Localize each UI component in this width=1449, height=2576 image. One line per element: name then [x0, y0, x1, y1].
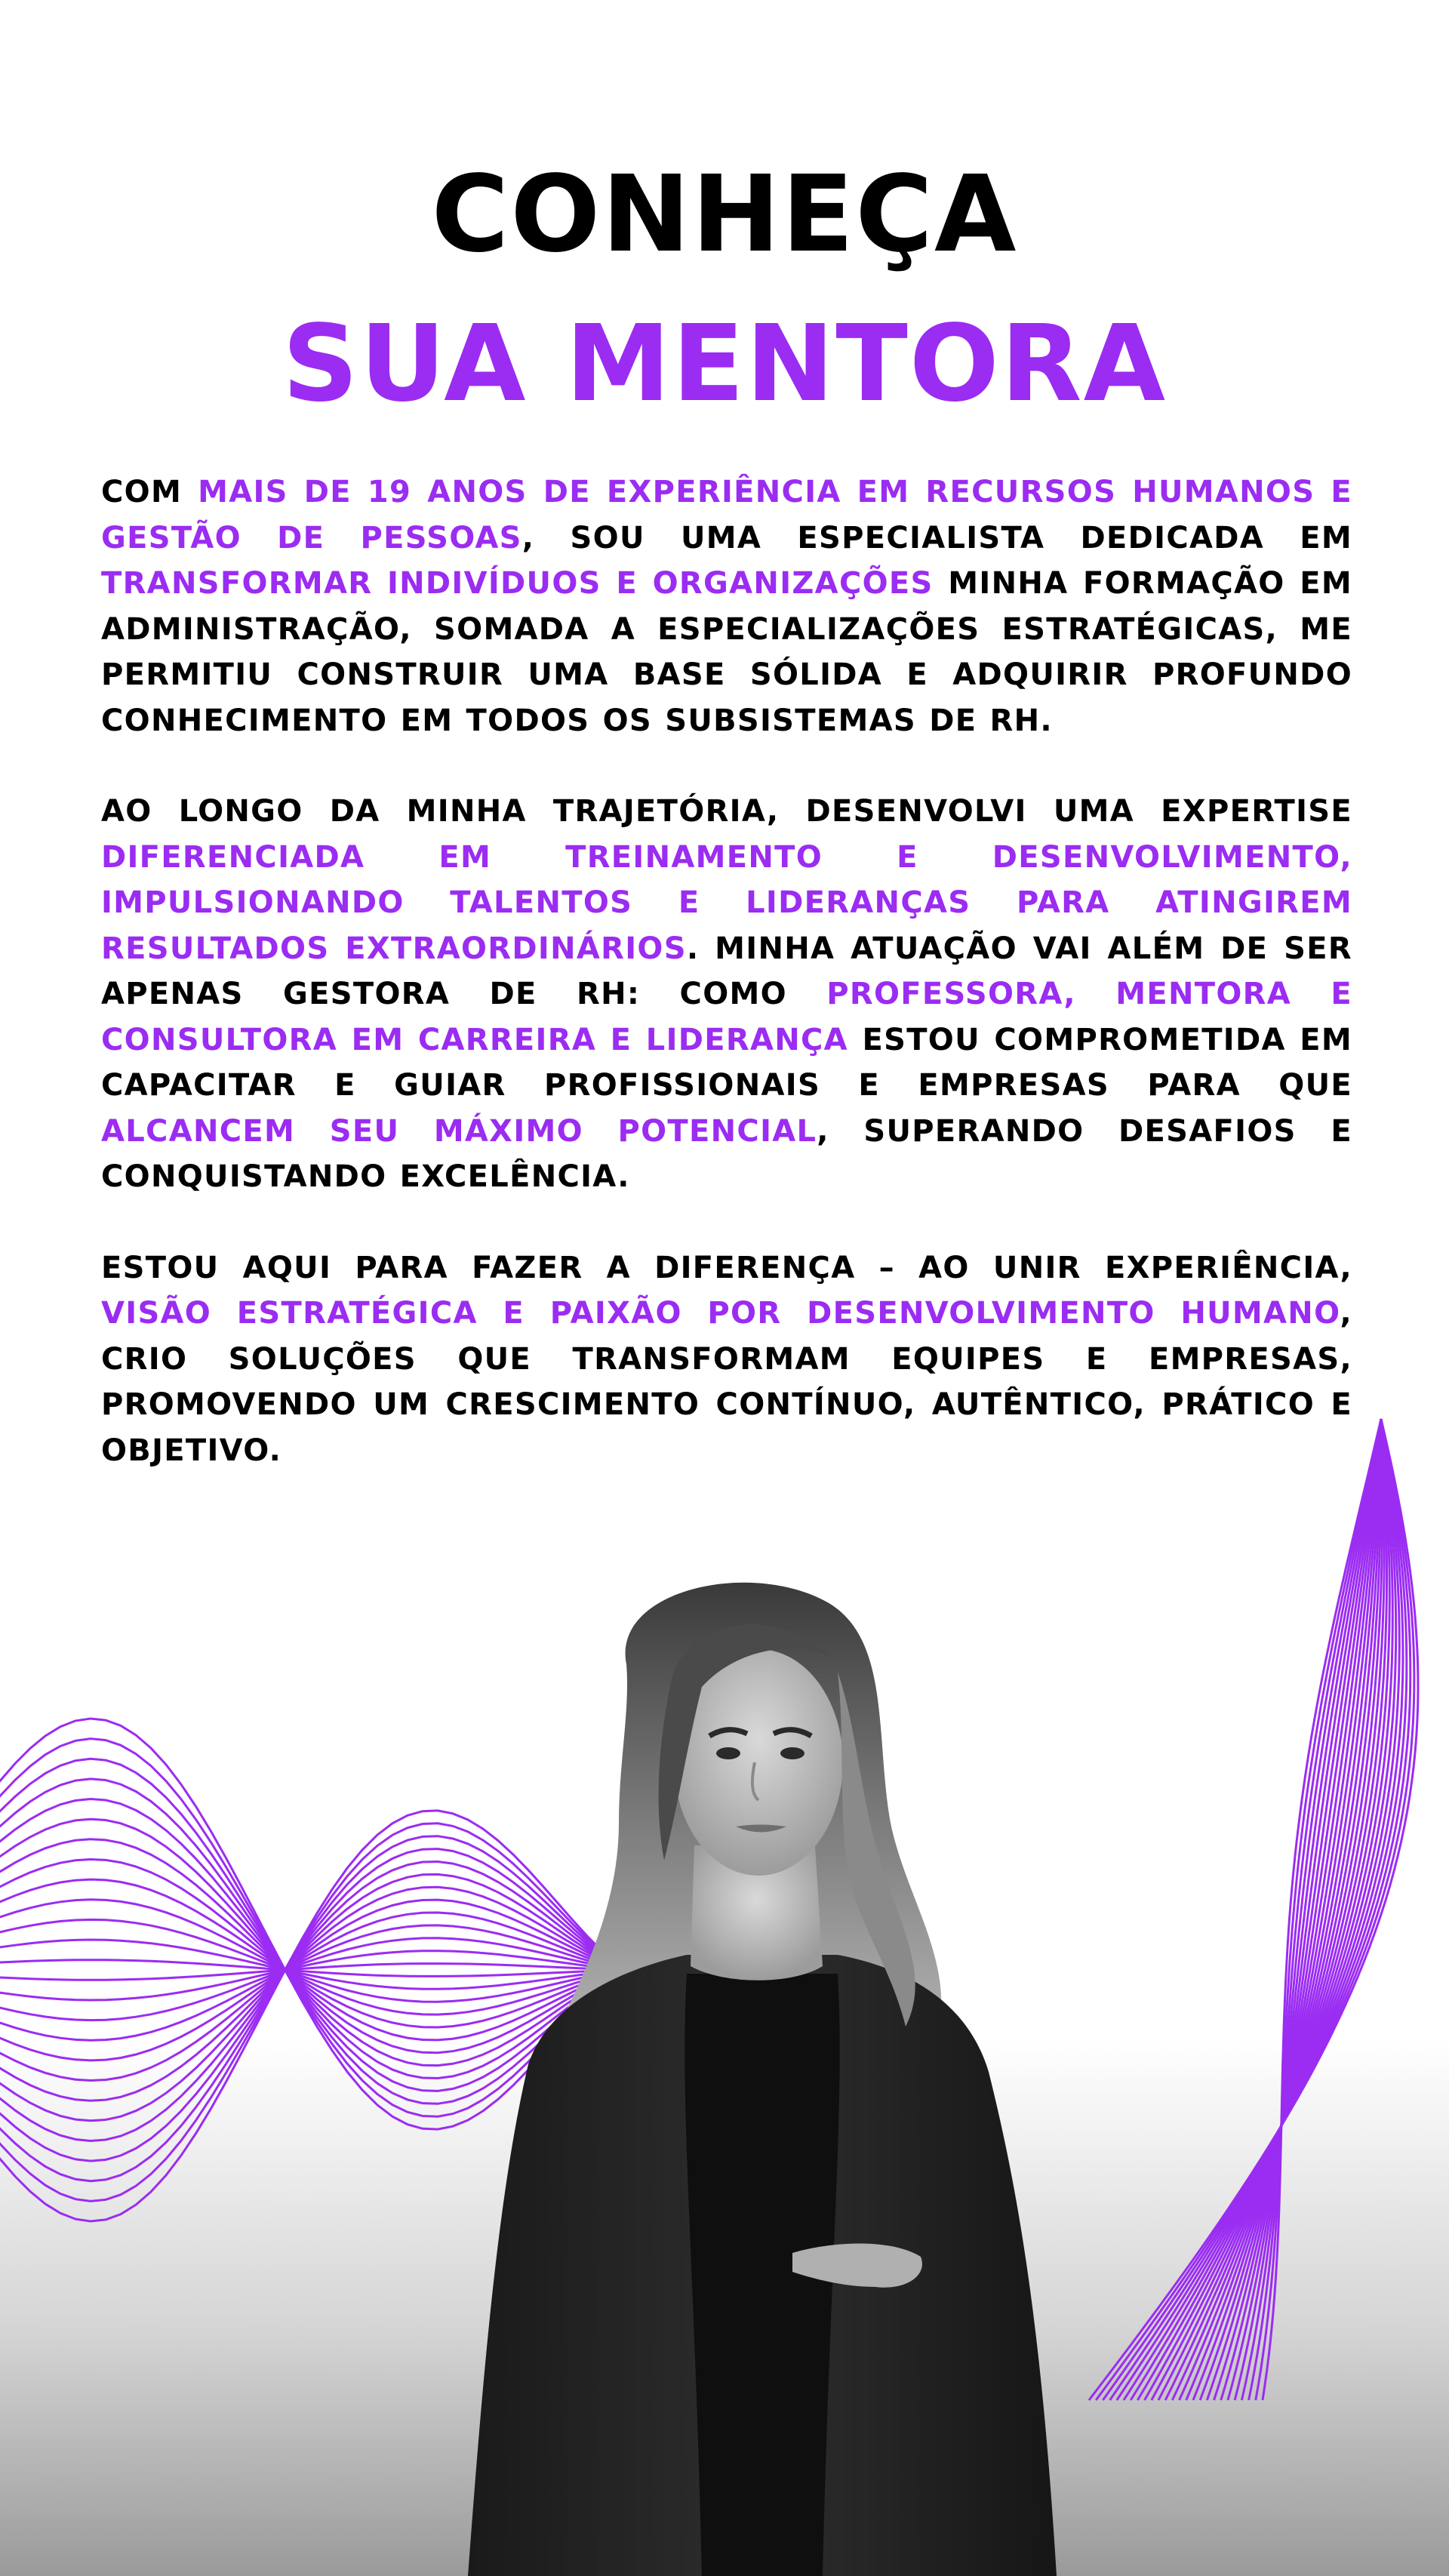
bio-highlight-segment: VISÃO ESTRATÉGICA E PAIXÃO POR DESENVOLVIMENTO HUMANO	[101, 1296, 1340, 1331]
bio-paragraph-2	[101, 789, 1352, 1200]
bio-text-segment: . MINHA ATUAÇÃO VAI ALÉM DE SER APENAS GESTORA DE RH: COMO	[101, 931, 1352, 1011]
bio-highlight-segment: PROFESSORA, MENTORA E CONSULTORA EM CARREIRA E LIDERANÇA	[101, 977, 1352, 1057]
bio-text-segment: COM	[101, 475, 198, 509]
bio-highlight-segment: ALCANCEM SEU MÁXIMO POTENCIAL	[101, 1113, 817, 1149]
bio-text-segment: , SUPERANDO DESAFIOS E CONQUISTANDO EXCELÊNCIA.	[101, 1113, 1352, 1194]
bio-highlight-segment: TRANSFORMAR INDIVÍDUOS E ORGANIZAÇÕES	[101, 566, 934, 601]
page-title-line-2: SUA MENTORA	[281, 303, 1168, 426]
bio-text-segment: , SOU UMA ESPECIALISTA DEDICADA EM	[521, 520, 1352, 556]
bio-highlight-segment: MAIS DE 19 ANOS DE EXPERIÊNCIA EM RECURSOS HUMANOS E GESTÃO DE PESSOAS	[101, 475, 1352, 556]
bio-paragraph-1	[101, 469, 1352, 743]
bio-highlight-segment: DIFERENCIADA EM TREINAMENTO E DESENVOLVIMENTO, IMPULSIONANDO TALENTOS E LIDERANÇAS PARA ATINGIREM RESULTADOS EXTRAORDINÁRIOS	[101, 839, 1352, 966]
bio-text-segment: , CRIO SOLUÇÕES QUE TRANSFORMAM EQUIPES E EMPRESAS, PROMOVENDO UM CRESCIMENTO CONTÍNUO, AUTÊNTICO, PRÁTICO E OBJETIVO.	[101, 1296, 1352, 1468]
bio-text-segment: ESTOU COMPROMETIDA EM CAPACITAR E GUIAR PROFISSIONAIS E EMPRESAS PARA QUE	[101, 1022, 1352, 1103]
bio-paragraph-3	[101, 1245, 1352, 1474]
page-title-line-1: CONHEÇA	[431, 153, 1018, 276]
mentor-portrait-photo	[438, 1574, 1087, 2576]
bio-text	[101, 469, 1352, 1519]
bio-text-segment: AO LONGO DA MINHA TRAJETÓRIA, DESENVOLVI UMA EXPERTISE	[101, 794, 1352, 829]
bio-text-segment: MINHA FORMAÇÃO EM ADMINISTRAÇÃO, SOMADA A ESPECIALIZAÇÕES ESTRATÉGICAS, ME PERMITIU CONSTRUIR UMA BASE SÓLIDA E ADQUIRIR PROFUNDO CONHECIMENTO EM TODOS OS SUBSISTEMAS DE RH.	[101, 566, 1352, 738]
bio-text-segment: ESTOU AQUI PARA FAZER A DIFERENÇA – AO UNIR EXPERIÊNCIA,	[101, 1250, 1352, 1285]
